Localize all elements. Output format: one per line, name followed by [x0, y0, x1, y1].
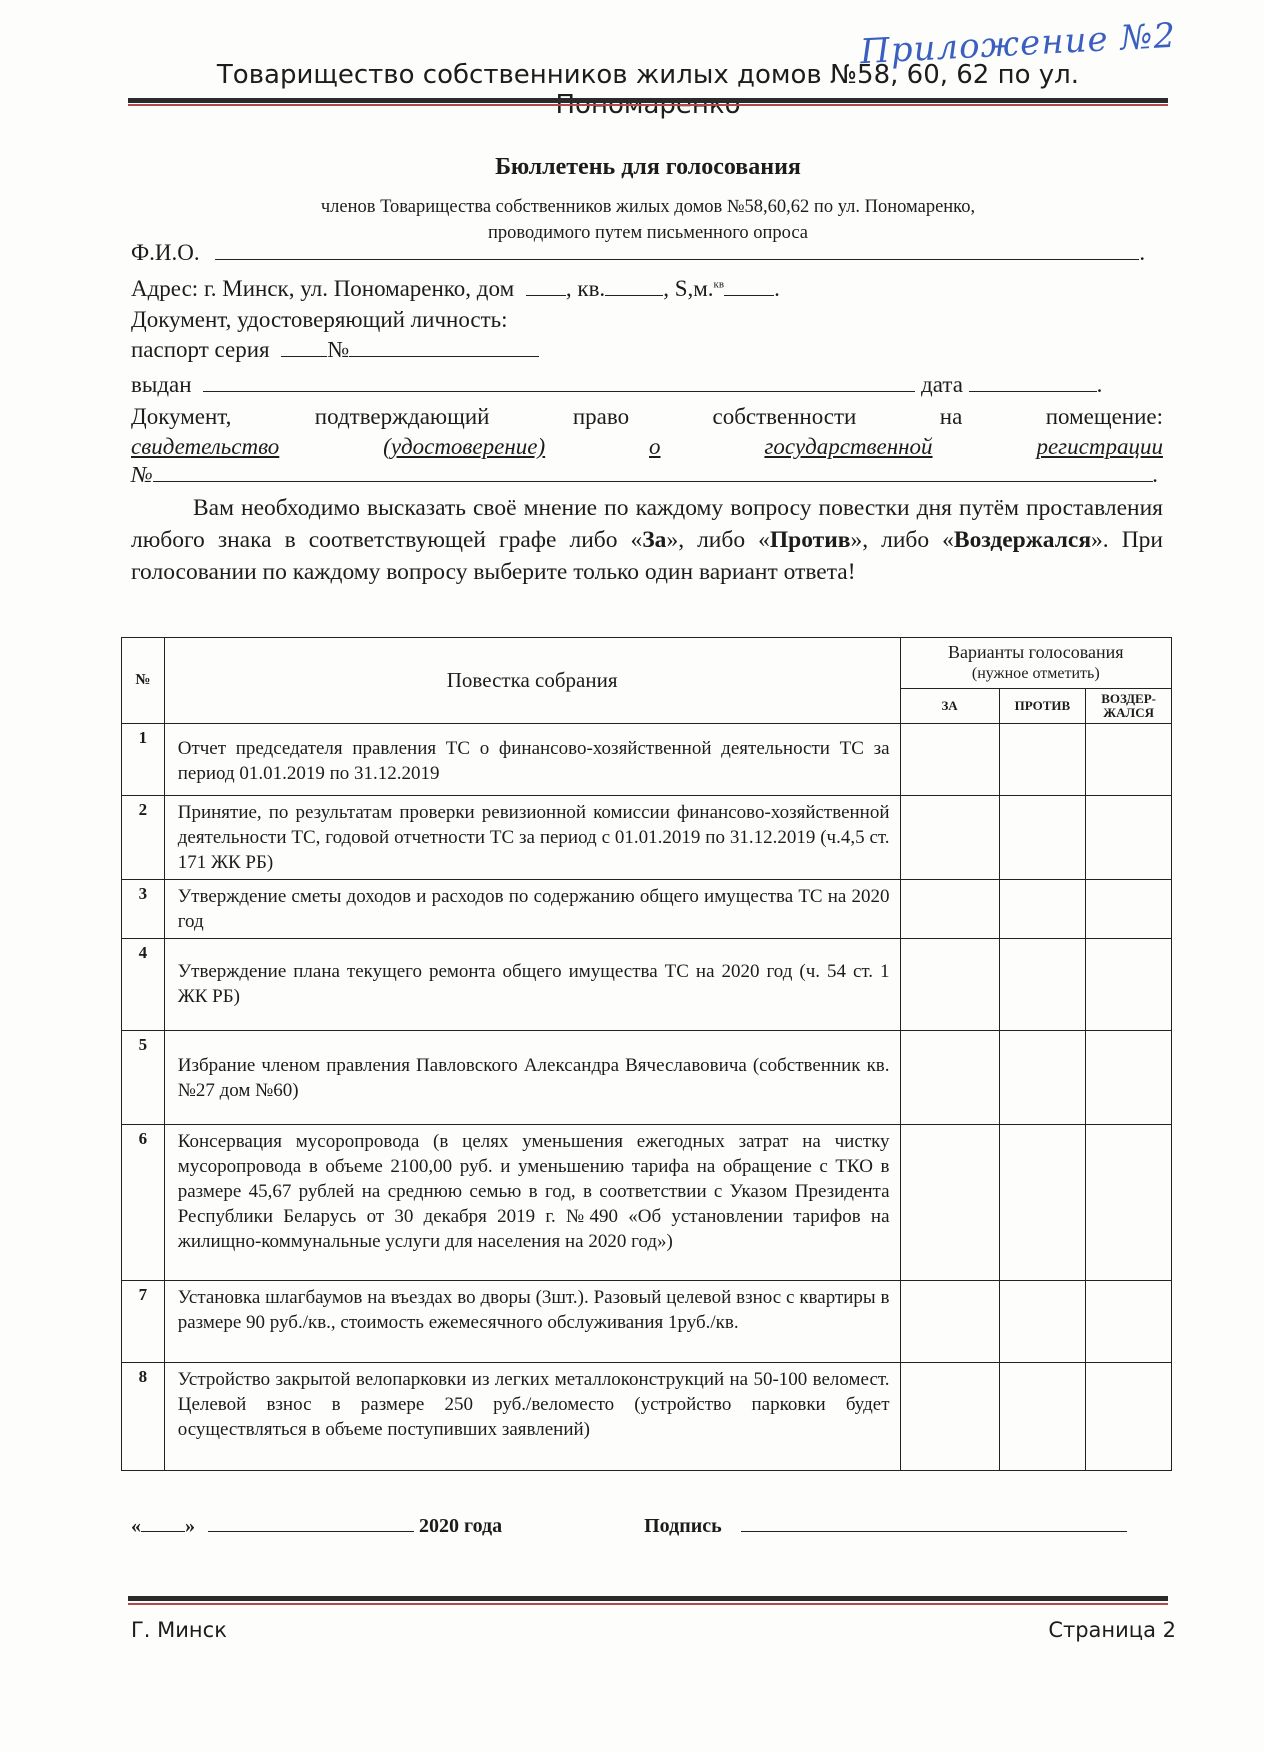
handwritten-annotation: Приложение №2	[858, 15, 1177, 73]
agenda-table	[121, 637, 1172, 1471]
vote-against-cell[interactable]	[999, 880, 1086, 939]
ownership-word: Документ,	[131, 404, 232, 429]
vote-for-cell[interactable]	[900, 1031, 999, 1125]
vote-for-cell[interactable]	[900, 796, 999, 880]
passport-number-field[interactable]	[349, 338, 539, 357]
vote-against-cell[interactable]	[999, 1281, 1086, 1363]
instruction-against: Против	[769, 527, 851, 553]
vote-against-cell[interactable]	[999, 724, 1086, 796]
agenda-text: Консервация мусоропровода (в целях уменьшения ежегодных затрат на чистку мусоропровода в объеме 2100,00 руб. и уменьшению тарифа на обращение с ТКО в размере 45,67 рублей на среднюю семью в год, в соответствии с Указом Президента Республики Беларусь от 30 декабря 2019 г. №490 «Об установлении тарифов на жилищно-коммунальные услуги для населения на 2020 год»)	[164, 1125, 900, 1281]
vote-against-cell[interactable]	[999, 1125, 1086, 1281]
area-sup: кв	[713, 278, 725, 291]
page-number: Страница 2	[1048, 1618, 1176, 1642]
id-doc-row: Документ, удостоверяющий личность:	[131, 307, 508, 332]
vote-against-cell[interactable]	[999, 1031, 1086, 1125]
agenda-number: 8	[122, 1363, 165, 1471]
area-label: , S,м.	[663, 276, 714, 301]
certificate-word: свидетельство	[131, 434, 280, 459]
day-field[interactable]	[141, 1513, 185, 1532]
agenda-row	[122, 796, 1172, 880]
cert-number-label: №	[131, 462, 153, 487]
vote-abstain-cell[interactable]	[1086, 1363, 1172, 1471]
col-number-header: №	[122, 638, 165, 724]
ownership-word: на	[939, 404, 963, 429]
fio-row: Ф.И.О. .	[131, 240, 1146, 265]
agenda-row	[122, 1031, 1172, 1125]
fio-label: Ф.И.О.	[131, 240, 200, 265]
col-vote-header	[900, 638, 1171, 689]
address-row: Адрес: г. Минск, ул. Пономаренко, дом , кв. , S,м.$^{кв}$ .	[131, 276, 780, 301]
subtitle-line-2: проводимого путем письменного опроса	[488, 223, 808, 243]
certificate-word: о	[649, 434, 661, 459]
organization-header: Товарищество собственников жилых домов №58, 60, 62 по ул.	[216, 60, 1080, 90]
ownership-word: помещение:	[1045, 404, 1163, 429]
passport-row	[131, 337, 539, 363]
agenda-text: Утверждение плана текущего ремонта общего имущества ТС на 2020 год (ч. 54 ст. 1 ЖК РБ)	[164, 939, 900, 1031]
cert-number-row: № .	[131, 462, 1159, 487]
fio-field[interactable]	[215, 241, 1139, 260]
header-divider	[128, 98, 1168, 103]
footer-divider	[128, 1596, 1168, 1601]
col-abstain-header	[1086, 689, 1172, 724]
vote-against-cell[interactable]	[999, 796, 1086, 880]
abstain-header-part: ВОЗДЕР-	[1101, 691, 1157, 706]
agenda-number: 7	[122, 1281, 165, 1363]
passport-series-field[interactable]	[281, 338, 327, 357]
agenda-row	[122, 724, 1172, 796]
instruction-for: За	[642, 527, 667, 553]
agenda-text: Устройство закрытой велопарковки из легких металлоконструкций на 50-100 веломест. Целевой взнос в размере 250 руб./веломесто (устройство парковки будет осуществляться в объеме поступивших заявлений)	[164, 1363, 900, 1471]
vote-for-cell[interactable]	[900, 880, 999, 939]
passport-num-label: №	[327, 337, 350, 362]
vote-abstain-cell[interactable]	[1086, 1125, 1172, 1281]
month-field[interactable]	[208, 1513, 414, 1532]
date-signature-row	[131, 1513, 1127, 1538]
agenda-text: Избрание членом правления Павловского Александра Вячеславовича (собственник кв.№27 дом №60)	[164, 1031, 900, 1125]
agenda-row	[122, 939, 1172, 1031]
agenda-text: Утверждение сметы доходов и расходов по содержанию общего имущества ТС на 2020 год	[164, 880, 900, 939]
agenda-row	[122, 880, 1172, 939]
issued-row: выдан дата .	[131, 372, 1103, 397]
vote-abstain-cell[interactable]	[1086, 1281, 1172, 1363]
footer-divider-accent	[128, 1603, 1168, 1605]
footer-city: Г. Минск	[131, 1618, 227, 1642]
vote-abstain-cell[interactable]	[1086, 796, 1172, 880]
apt-label: , кв.	[565, 276, 606, 301]
ownership-word: подтверждающий	[314, 404, 490, 429]
passport-label: паспорт серия	[131, 337, 270, 362]
vote-for-cell[interactable]	[900, 939, 999, 1031]
instruction-abstain: Воздержался	[953, 527, 1092, 553]
agenda-row	[122, 1281, 1172, 1363]
certificate-word: регистрации	[1036, 434, 1163, 459]
agenda-number: 2	[122, 796, 165, 880]
quote-close: »	[185, 1515, 195, 1537]
apt-field[interactable]	[605, 277, 663, 296]
instruction-text: », либо «	[666, 527, 770, 553]
instruction-text: ». При голосовании по каждому вопросу выберите только один вариант ответа!	[131, 527, 1163, 585]
vote-abstain-cell[interactable]	[1086, 724, 1172, 796]
signature-field[interactable]	[741, 1513, 1127, 1532]
vote-abstain-cell[interactable]	[1086, 939, 1172, 1031]
certificate-word: государственной	[764, 434, 933, 459]
ownership-doc-row	[131, 404, 1163, 430]
agenda-text: Отчет председателя правления ТС о финансово-хозяйственной деятельности ТС за период 01.01.2019 по 31.12.2019	[164, 724, 900, 796]
issued-by-field[interactable]	[203, 373, 915, 392]
vote-for-cell[interactable]	[900, 1125, 999, 1281]
vote-against-cell[interactable]	[999, 1363, 1086, 1471]
agenda-number: 1	[122, 724, 165, 796]
abstain-header-part: ЖАЛСЯ	[1103, 705, 1154, 720]
col-against-header: ПРОТИВ	[999, 689, 1086, 724]
col-agenda-header: Повестка собрания	[164, 638, 900, 724]
agenda-text: Принятие, по результатам проверки ревизионной комиссии финансово-хозяйственной деятельности ТС, годовой отчетности ТС за период с 01.01.2019 по 31.12.2019 (ч.4,5 ст. 171 ЖК РБ)	[164, 796, 900, 880]
ownership-word: право	[572, 404, 630, 429]
vote-abstain-cell[interactable]	[1086, 1031, 1172, 1125]
header-divider-accent	[128, 104, 1168, 106]
signature-label: Подпись	[644, 1515, 722, 1537]
vote-abstain-cell[interactable]	[1086, 880, 1172, 939]
ballot-title: Бюллетень для голосования	[495, 154, 801, 180]
instruction-text: Вам необходимо высказать своё мнение по каждому вопросу повестки дня путём проставления любого знака в соответствующей графе либо «	[131, 495, 1163, 553]
date-label: дата	[921, 372, 963, 397]
ballot-subtitle	[128, 194, 1168, 246]
issued-label: выдан	[131, 372, 192, 397]
quote-open: «	[131, 1515, 141, 1537]
area-field[interactable]	[724, 277, 774, 296]
agenda-number: 5	[122, 1031, 165, 1125]
vote-header-title: Варианты голосования	[947, 642, 1124, 662]
agenda-number: 4	[122, 939, 165, 1031]
col-for-header: ЗА	[900, 689, 999, 724]
agenda-row	[122, 1125, 1172, 1281]
subtitle-line-1: членов Товарищества собственников жилых домов №58,60,62 по ул. Пономаренко,	[320, 197, 976, 217]
vote-for-cell[interactable]	[900, 1363, 999, 1471]
cert-number-field[interactable]	[153, 463, 1153, 482]
issue-date-field[interactable]	[969, 373, 1097, 392]
vote-against-cell[interactable]	[999, 939, 1086, 1031]
address-label: Адрес: г. Минск, ул. Пономаренко, дом	[131, 276, 515, 301]
certificate-word: (удостоверение)	[383, 434, 546, 459]
vote-header-subtitle: (нужное отметить)	[971, 665, 1100, 682]
agenda-row	[122, 1363, 1172, 1471]
agenda-number: 3	[122, 880, 165, 939]
agenda-text: Установка шлагбаумов на въездах во дворы (3шт.). Разовый целевой взнос с квартиры в размере 90 руб./кв., стоимость ежемесячного обслуживания 1руб./кв.	[164, 1281, 900, 1363]
instruction-text: », либо «	[850, 527, 954, 553]
ownership-word: собственности	[712, 404, 857, 429]
voting-instruction	[131, 492, 1163, 588]
vote-for-cell[interactable]	[900, 724, 999, 796]
agenda-number: 6	[122, 1125, 165, 1281]
certificate-row	[131, 434, 1163, 460]
year-label: 2020 года	[419, 1515, 503, 1537]
vote-for-cell[interactable]	[900, 1281, 999, 1363]
house-field[interactable]	[526, 277, 566, 296]
